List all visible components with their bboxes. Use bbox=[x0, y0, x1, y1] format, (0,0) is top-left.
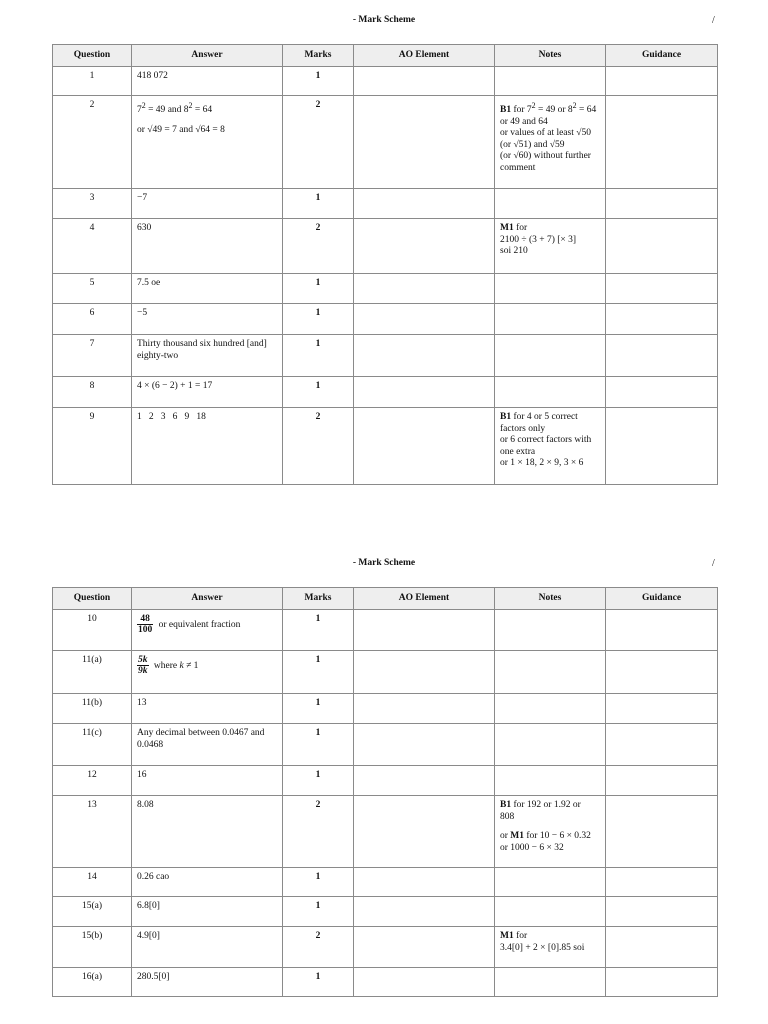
guidance-cell bbox=[606, 766, 718, 796]
marks-cell: 1 bbox=[283, 651, 354, 694]
guidance-cell bbox=[606, 897, 718, 927]
answer-cell: $\frac{48}{100}$ or equivalent fraction bbox=[132, 610, 283, 651]
notes-cell bbox=[495, 766, 606, 796]
notes-cell bbox=[495, 67, 606, 96]
table-row bbox=[53, 96, 718, 189]
guidance-cell bbox=[606, 694, 718, 724]
col-ao-element: AO Element bbox=[354, 588, 495, 610]
answer-cell: 13 bbox=[132, 694, 283, 724]
table-row bbox=[53, 897, 718, 927]
marks-cell: 2 bbox=[283, 927, 354, 968]
col-answer: Answer bbox=[132, 588, 283, 610]
mark-scheme-table bbox=[52, 587, 718, 997]
question-cell: 6 bbox=[53, 304, 132, 335]
marks-cell: 1 bbox=[283, 968, 354, 997]
question-cell: 9 bbox=[53, 408, 132, 485]
col-marks: Marks bbox=[283, 45, 354, 67]
answer-cell: Thirty thousand six hundred [and] eighty-two bbox=[132, 335, 283, 377]
notes-cell: B1 for $7^2 = 49$ or $8^2 = 64$ or 49 and 64 or values of at least √50 (or √51) and √59 (or √60) without further comment bbox=[495, 96, 606, 189]
ao-cell bbox=[354, 651, 495, 694]
marks-cell: 1 bbox=[283, 274, 354, 304]
answer-cell: 8.08 bbox=[132, 796, 283, 868]
table-row bbox=[53, 377, 718, 408]
table-row bbox=[53, 67, 718, 96]
marks-cell: 2 bbox=[283, 796, 354, 868]
ao-cell bbox=[354, 67, 495, 96]
marks-cell: 1 bbox=[283, 189, 354, 219]
page-header-slash: / bbox=[712, 558, 715, 569]
question-cell: 7 bbox=[53, 335, 132, 377]
fraction: $\frac{5k}{9k}$ bbox=[138, 655, 148, 676]
page-header-slash: / bbox=[712, 15, 715, 26]
question-cell: 15(b) bbox=[53, 927, 132, 968]
ao-cell bbox=[354, 335, 495, 377]
table-row bbox=[53, 796, 718, 868]
marks-cell: 1 bbox=[283, 377, 354, 408]
ao-cell bbox=[354, 610, 495, 651]
table-row bbox=[53, 335, 718, 377]
guidance-cell bbox=[606, 335, 718, 377]
marks-cell: 1 bbox=[283, 868, 354, 897]
guidance-cell bbox=[606, 67, 718, 96]
answer-cell: 1 2 3 6 9 18 bbox=[132, 408, 283, 485]
answer-cell: 16 bbox=[132, 766, 283, 796]
question-cell: 5 bbox=[53, 274, 132, 304]
question-cell: 4 bbox=[53, 219, 132, 274]
guidance-cell bbox=[606, 96, 718, 189]
question-cell: 10 bbox=[53, 610, 132, 651]
answer-line-2: or √49 = 7 and √64 = 8 bbox=[137, 124, 225, 135]
answer-line-1: $7^2 = 49$ and $8^2 = 64$ bbox=[137, 101, 213, 116]
answer-cell: 4.9[0] bbox=[132, 927, 283, 968]
notes-cell bbox=[495, 651, 606, 694]
notes-cell bbox=[495, 610, 606, 651]
guidance-cell bbox=[606, 408, 718, 485]
ao-cell bbox=[354, 724, 495, 766]
table-row bbox=[53, 651, 718, 694]
notes-cell bbox=[495, 189, 606, 219]
marks-cell: 1 bbox=[283, 766, 354, 796]
question-cell: 3 bbox=[53, 189, 132, 219]
table-row bbox=[53, 274, 718, 304]
question-cell: 13 bbox=[53, 796, 132, 868]
table-row bbox=[53, 408, 718, 485]
table-row bbox=[53, 927, 718, 968]
answer-cell: $\frac{5k}{9k}$ where k ≠ 1 bbox=[132, 651, 283, 694]
guidance-cell bbox=[606, 868, 718, 897]
ao-cell bbox=[354, 897, 495, 927]
notes-cell: M1 for 2100 ÷ (3 + 7) [× 3] soi 210 bbox=[495, 219, 606, 274]
ao-cell bbox=[354, 189, 495, 219]
notes-cell bbox=[495, 274, 606, 304]
marks-cell: 1 bbox=[283, 610, 354, 651]
answer-cell: −5 bbox=[132, 304, 283, 335]
marks-cell: 2 bbox=[283, 219, 354, 274]
ao-cell bbox=[354, 274, 495, 304]
guidance-cell bbox=[606, 927, 718, 968]
col-notes: Notes bbox=[495, 588, 606, 610]
guidance-cell bbox=[606, 651, 718, 694]
question-cell: 2 bbox=[53, 96, 132, 189]
table-row bbox=[53, 610, 718, 651]
col-answer: Answer bbox=[132, 45, 283, 67]
answer-cell: 280.5[0] bbox=[132, 968, 283, 997]
question-cell: 11(a) bbox=[53, 651, 132, 694]
marks-cell: 1 bbox=[283, 897, 354, 927]
table-row bbox=[53, 694, 718, 724]
notes-cell: B1 for 4 or 5 correct factors only or 6 correct factors with one extra or 1 × 18, 2 × 9, 3 × 6 bbox=[495, 408, 606, 485]
guidance-cell bbox=[606, 304, 718, 335]
answer-cell: 418 072 bbox=[132, 67, 283, 96]
question-cell: 11(b) bbox=[53, 694, 132, 724]
ao-cell bbox=[354, 796, 495, 868]
answer-cell: 630 bbox=[132, 219, 283, 274]
table-row bbox=[53, 304, 718, 335]
marks-cell: 2 bbox=[283, 96, 354, 189]
marks-cell: 1 bbox=[283, 67, 354, 96]
guidance-cell bbox=[606, 274, 718, 304]
ao-cell bbox=[354, 408, 495, 485]
answer-cell: 7.5 oe bbox=[132, 274, 283, 304]
question-cell: 11(c) bbox=[53, 724, 132, 766]
question-cell: 8 bbox=[53, 377, 132, 408]
notes-cell bbox=[495, 968, 606, 997]
question-cell: 14 bbox=[53, 868, 132, 897]
guidance-cell bbox=[606, 796, 718, 868]
answer-cell bbox=[132, 96, 283, 189]
ao-cell bbox=[354, 968, 495, 997]
notes-cell bbox=[495, 694, 606, 724]
mark-scheme-table bbox=[52, 44, 718, 485]
guidance-cell bbox=[606, 189, 718, 219]
notes-cell bbox=[495, 335, 606, 377]
marks-cell: 1 bbox=[283, 694, 354, 724]
ao-cell bbox=[354, 96, 495, 189]
fraction: $\frac{48}{100}$ bbox=[138, 614, 153, 635]
marks-cell: 2 bbox=[283, 408, 354, 485]
ao-cell bbox=[354, 377, 495, 408]
col-guidance: Guidance bbox=[606, 45, 718, 67]
table-header-row bbox=[53, 45, 718, 67]
notes-cell bbox=[495, 304, 606, 335]
ao-cell bbox=[354, 927, 495, 968]
col-question: Question bbox=[53, 588, 132, 610]
marks-cell: 1 bbox=[283, 724, 354, 766]
ao-cell bbox=[354, 868, 495, 897]
answer-cell: −7 bbox=[132, 189, 283, 219]
table-row bbox=[53, 968, 718, 997]
table-header-row bbox=[53, 588, 718, 610]
notes-cell: M1 for 3.4[0] + 2 × [0].85 soi bbox=[495, 927, 606, 968]
table-row bbox=[53, 219, 718, 274]
notes-cell: B1 for 192 or 1.92 or 808 or M1 for 10 − 6 × 0.32 or 1000 − 6 × 32 bbox=[495, 796, 606, 868]
notes-cell bbox=[495, 724, 606, 766]
guidance-cell bbox=[606, 968, 718, 997]
question-cell: 1 bbox=[53, 67, 132, 96]
ao-cell bbox=[354, 694, 495, 724]
col-notes: Notes bbox=[495, 45, 606, 67]
question-cell: 15(a) bbox=[53, 897, 132, 927]
table-row bbox=[53, 724, 718, 766]
notes-cell bbox=[495, 377, 606, 408]
ao-cell bbox=[354, 219, 495, 274]
notes-cell bbox=[495, 868, 606, 897]
table-row bbox=[53, 189, 718, 219]
answer-cell: 6.8[0] bbox=[132, 897, 283, 927]
guidance-cell bbox=[606, 219, 718, 274]
answer-cell: Any decimal between 0.0467 and 0.0468 bbox=[132, 724, 283, 766]
page-header: - Mark Scheme bbox=[352, 15, 416, 25]
table-row bbox=[53, 766, 718, 796]
guidance-cell bbox=[606, 610, 718, 651]
ao-cell bbox=[354, 304, 495, 335]
ao-cell bbox=[354, 766, 495, 796]
guidance-cell bbox=[606, 724, 718, 766]
table-row bbox=[53, 868, 718, 897]
col-marks: Marks bbox=[283, 588, 354, 610]
page-header: - Mark Scheme bbox=[352, 558, 416, 568]
guidance-cell bbox=[606, 377, 718, 408]
answer-cell: 4 × (6 − 2) + 1 = 17 bbox=[132, 377, 283, 408]
marks-cell: 1 bbox=[283, 304, 354, 335]
col-guidance: Guidance bbox=[606, 588, 718, 610]
marks-cell: 1 bbox=[283, 335, 354, 377]
col-question: Question bbox=[53, 45, 132, 67]
question-cell: 12 bbox=[53, 766, 132, 796]
notes-cell bbox=[495, 897, 606, 927]
question-cell: 16(a) bbox=[53, 968, 132, 997]
col-ao-element: AO Element bbox=[354, 45, 495, 67]
answer-cell: 0.26 cao bbox=[132, 868, 283, 897]
